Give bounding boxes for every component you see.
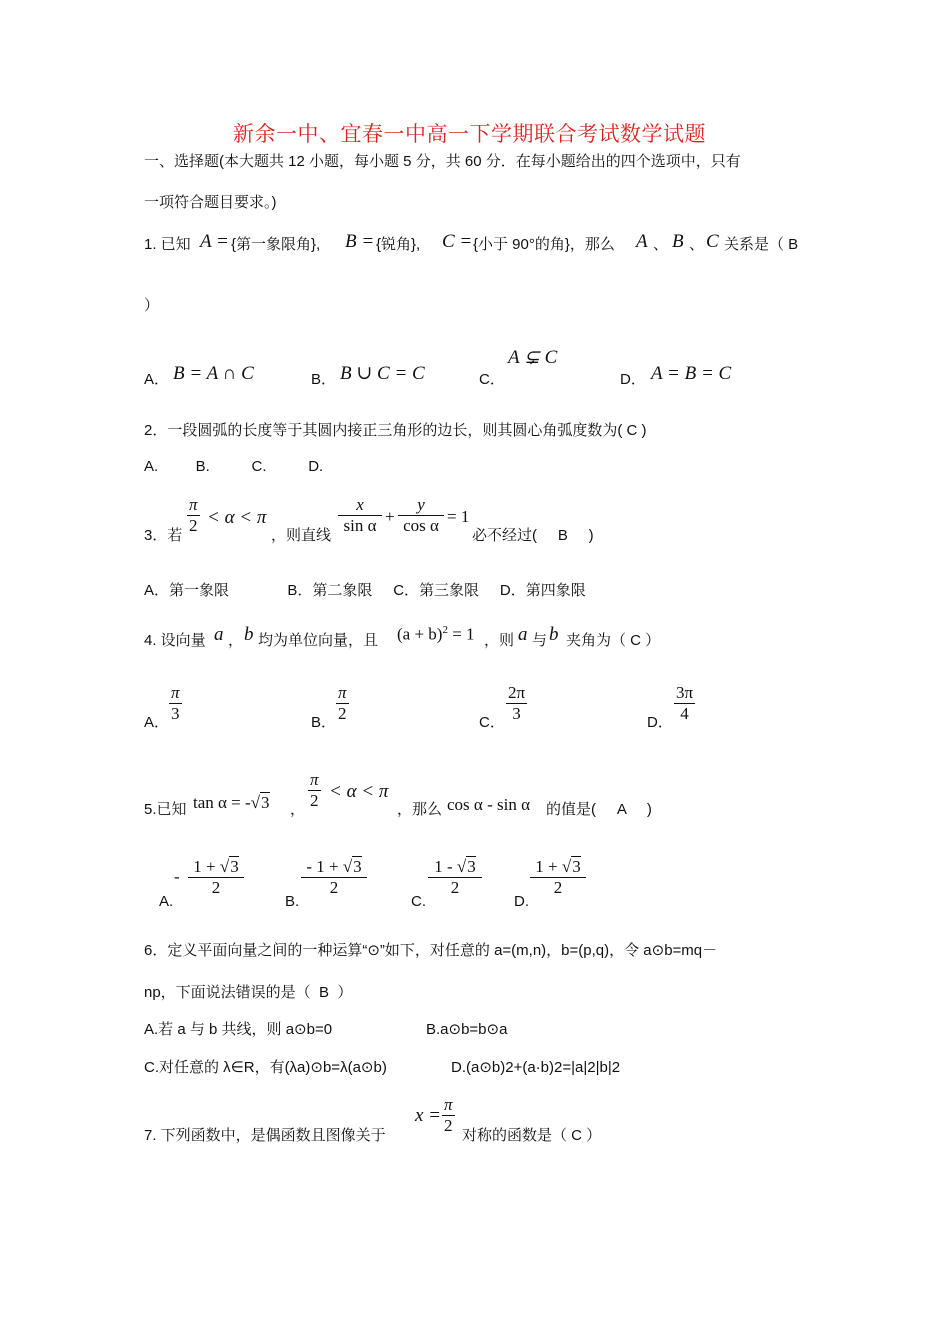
q4-d-num: 3π [676,683,694,702]
q7-suffix: 对称的函数是（ C ） [462,1127,602,1144]
q5-c-num [428,858,482,876]
q1-set-a-symbol: A = [200,231,229,252]
q3-sin: sin α [343,515,377,535]
q4-a-den: 3 [171,703,180,723]
q5-two: 2 [310,790,319,810]
q4-a-num: π [171,683,180,702]
q4-option-b [336,684,349,723]
q4-mid: 均为单位向量，且 [258,632,379,649]
q4-exponent: 2 [442,624,448,636]
q4-comma: ， [228,632,244,649]
q4-prefix: 4. 设向量 [144,632,206,649]
q6-option-b: B.a⊙b=b⊙a [426,1021,508,1038]
q5-option-b [301,858,367,897]
page-title: 新余一中、宜春一中高一下学期联合考试数学试题 [233,122,706,146]
q3-two: 2 [189,515,198,535]
q5-d-num-text: 1 + [535,857,558,876]
q7-pi: π [444,1095,453,1114]
q4-mid2: ，则 [484,632,515,649]
question-2: 2．一段圆弧的长度等于其圆内接正三角形的边长，则其圆心角弧度数为( C ) [144,422,647,439]
q4-vector-b: b [244,624,254,645]
q1-option-b: B ∪ C = C [340,363,425,384]
q1-option-d-label: D． [620,371,646,388]
q1-option-b-label: B． [311,371,337,388]
q4-vector-b2: b [549,624,559,645]
q4-option-a [169,684,182,723]
q4-d-den: 4 [680,703,689,723]
q1-close: ） [144,297,160,314]
sqrt-icon: √ [250,793,261,812]
q1-set-a: {第一象限角}, [231,236,321,253]
q1-option-c-label: C． [479,371,505,388]
q4-expr: (a + b) [397,624,443,644]
q5-option-c [428,858,482,897]
q4-option-c-label: C． [479,714,505,731]
q3-y-over-cos [398,496,444,535]
sqrt-icon: √ [219,857,230,876]
q4-expression [397,625,475,643]
q5-c-root: 3 [467,857,476,876]
q5-pi: π [310,770,319,789]
question-6-line2: np，下面说法错误的是（ B ） [144,984,353,1001]
q1-option-c: A ⊊ C [508,347,558,368]
q5-d-num [530,858,586,876]
q2-options: A. B. C. D. [144,458,324,475]
q5-comma: ， [290,801,306,818]
q7-prefix: 7. 下列函数中，是偶函数且图像关于 [144,1127,386,1144]
q5-option-b-label: B. [285,893,300,910]
q3-y: y [417,495,425,514]
q4-vector-a: a [214,624,224,645]
q1-a: A [636,231,648,252]
q3-x: x [356,495,364,514]
q5-b-root: 3 [353,857,362,876]
q5-b-den: 2 [329,877,339,897]
q1-option-d: A = B = C [651,363,732,384]
q5-tan [193,794,270,811]
q3-prefix: 3．若 [144,527,183,544]
q6-option-a: A.若 a 与 b 共线，则 a⊙b=0 [144,1021,333,1038]
sqrt-icon: √ [342,857,353,876]
q1-b: B [672,231,684,252]
q1-suffix: 关系是（ B [724,236,799,253]
q5-a-den: 2 [211,877,221,897]
q3-pi: π [189,495,198,514]
q4-suffix: 夹角为（ C ） [566,632,661,649]
q5-b-num [301,858,367,876]
q5-condition: < α < π [329,781,389,802]
q3-x-over-sin [338,496,382,535]
q5-option-d [530,858,586,897]
q3-mid: ，则直线 [271,527,332,544]
q5-option-d-label: D. [514,893,529,910]
q3-pi-over-2 [187,496,200,535]
q3-options: A．第一象限 B．第二象限 C．第三象限 D．第四象限 [144,582,586,599]
q5-c-num-text: 1 - [434,857,453,876]
section-heading-line2: 一项符合题目要求。) [144,194,277,211]
q5-d-den: 2 [553,877,563,897]
sqrt-icon: √ [561,857,572,876]
q1-set-c-symbol: C = [442,231,473,252]
q5-option-c-label: C. [411,893,426,910]
q4-c-den: 3 [512,703,521,723]
q4-vector-a2: a [518,624,528,645]
q1-prefix: 1. 已知 [144,236,191,253]
q4-option-d-label: D． [647,714,673,731]
q5-prefix: 5.已知 [144,801,187,818]
q3-plus: + [385,507,395,526]
q5-option-a-label: A. [159,893,174,910]
q7-pi-over-2 [442,1096,455,1135]
q5-option-a-sign: - [174,867,180,886]
q5-a-num-text: 1 + [193,857,216,876]
q4-option-d [674,684,695,723]
q5-suffix: 的值是( A ) [546,801,652,818]
q1-c: C [706,231,719,252]
q3-cos: cos α [403,515,439,535]
q3-suffix: 必不经过( B ) [472,527,594,544]
q4-option-c [506,684,527,723]
q4-b-num: π [338,683,347,702]
q1-set-c: {小于 90°的角}，那么 [473,236,615,253]
section-heading-line1: 一、选择题(本大题共 12 小题，每小题 5 分，共 60 分．在每小题给出的四个选项中，只有 [144,153,741,170]
q7-two: 2 [444,1115,453,1135]
q4-c-num: 2π [508,683,526,702]
q4-b-den: 2 [338,703,347,723]
question-6-line1: 6．定义平面向量之间的一种运算“⊙”如下，对任意的 a=(m,n)，b=(p,q)，令 a⊙b=mq－ [144,942,718,959]
q5-option-a [188,858,244,897]
q5-c-den: 2 [450,877,460,897]
q5-tan-text: tan α = - [193,793,251,812]
q5-a-root: 3 [230,857,239,876]
q5-mid: ，那么 [397,801,443,818]
q5-a-num [188,858,244,876]
q5-pi-over-2 [308,771,321,810]
q1-option-a-label: A． [144,371,170,388]
q4-with: 与 [532,632,548,649]
sqrt-icon: √ [456,857,467,876]
q1-sep2: 、 [689,236,705,253]
q1-set-b-symbol: B = [345,231,375,252]
q5-d-root: 3 [572,857,581,876]
q1-set-b: {锐角}, [376,236,421,253]
q6-option-c: C.对任意的 λ∈R，有(λa)⊙b=λ(a⊙b) [144,1059,387,1076]
q5-b-num-text: - 1 + [306,857,339,876]
q4-option-b-label: B． [311,714,337,731]
q3-condition: < α < π [207,507,267,528]
q5-root: 3 [261,793,270,812]
q1-option-a: B = A ∩ C [173,363,254,384]
q5-expression: cos α - sin α [447,795,530,814]
q4-option-a-label: A． [144,714,170,731]
q1-sep1: 、 [653,236,669,253]
q6-option-d: D.(a⊙b)2+(a·b)2=|a|2|b|2 [451,1059,621,1076]
q4-equals: = 1 [452,624,475,644]
q7-x-equals: x = [415,1105,442,1126]
q3-equals-one: = 1 [447,507,470,526]
